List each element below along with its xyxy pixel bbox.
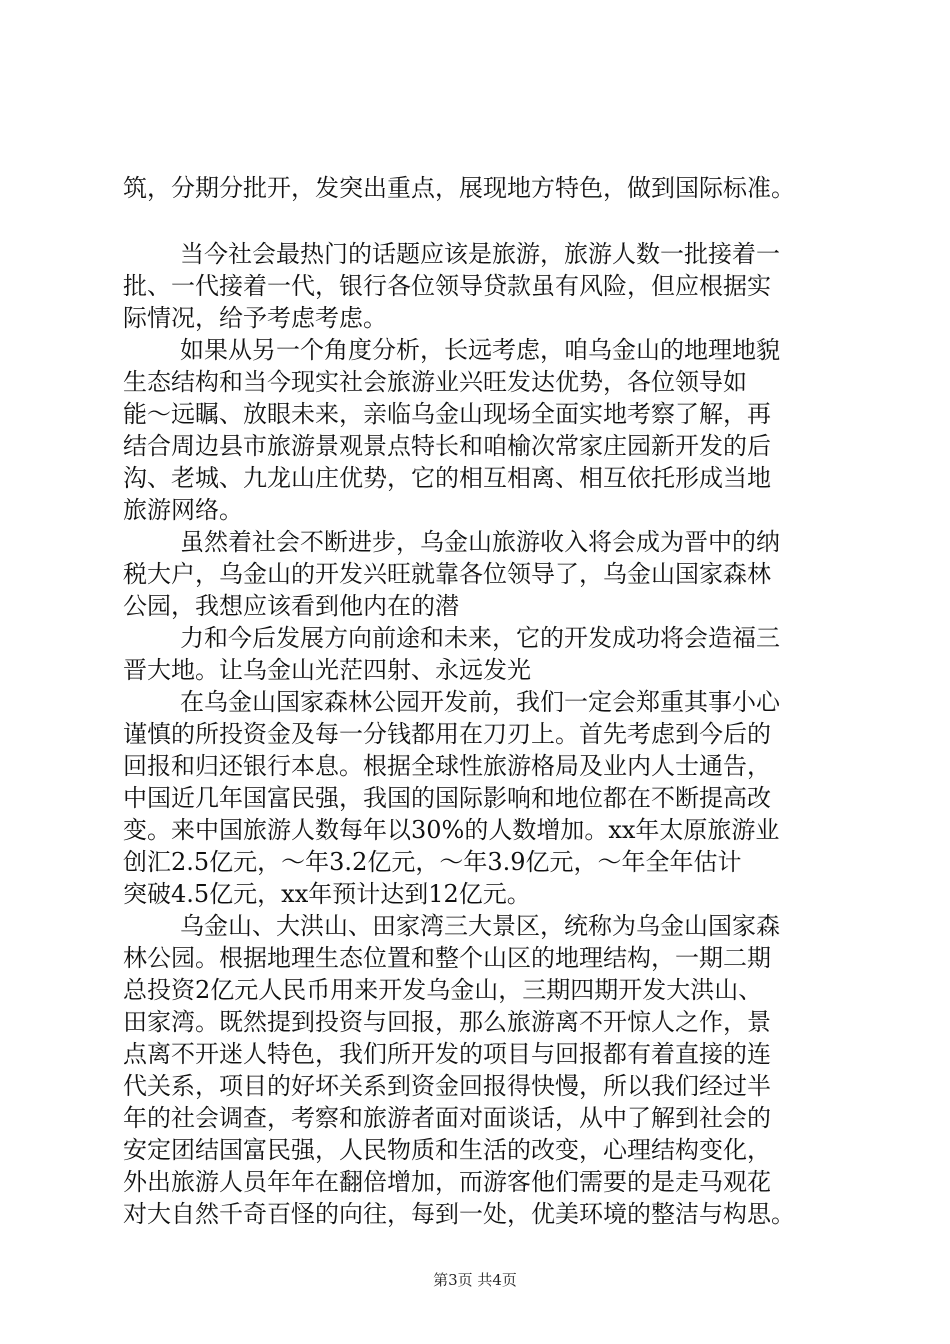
- text-line: 力和今后发展方向前途和未来，它的开发成功将会造福三: [180, 624, 780, 652]
- page-number-label: 第3页 共4页: [433, 1271, 517, 1289]
- text-line: 如果从另一个角度分析，长远考虑，咱乌金山的地理地貌: [180, 336, 780, 364]
- text-line: 田家湾。既然提到投资与回报，那么旅游离不开惊人之作，景: [123, 1008, 771, 1036]
- text-line: 旅游网络。: [123, 496, 243, 524]
- text-line: 沟、老城、九龙山庄优势，它的相互相离、相互依托形成当地: [123, 464, 771, 492]
- text-line: 创汇2.5亿元，～年3.2亿元，～年3.9亿元，～年全年估计: [123, 848, 742, 876]
- text-line: 林公园。根据地理生态位置和整个山区的地理结构，一期二期: [123, 944, 771, 972]
- text-line: 晋大地。让乌金山光茫四射、永远发光: [123, 656, 531, 684]
- text-line: 结合周边县市旅游景观景点特长和咱榆次常家庄园新开发的后: [123, 432, 771, 460]
- text-line: 际情况，给予考虑考虑。: [123, 304, 387, 332]
- text-line: 对大自然千奇百怪的向往，每到一处，优美环境的整洁与构思。: [123, 1200, 795, 1228]
- text-line: 回报和归还银行本息。根据全球性旅游格局及业内人士通告，: [123, 752, 771, 780]
- text-line: 代关系，项目的好坏关系到资金回报得快慢，所以我们经过半: [123, 1072, 771, 1100]
- text-line: 谨慎的所投资金及每一分钱都用在刀刃上。首先考虑到今后的: [123, 720, 771, 748]
- text-line: 在乌金山国家森林公园开发前，我们一定会郑重其事小心: [180, 688, 780, 716]
- text-line: 筑，分期分批开，发突出重点，展现地方特色，做到国际标准。: [123, 174, 795, 202]
- text-line: 点离不开迷人特色，我们所开发的项目与回报都有着直接的连: [123, 1040, 771, 1068]
- text-line: 年的社会调查，考察和旅游者面对面谈话，从中了解到社会的: [123, 1104, 771, 1132]
- text-line: 虽然着社会不断进步，乌金山旅游收入将会成为晋中的纳: [180, 528, 780, 556]
- text-line: 批、一代接着一代，银行各位领导贷款虽有风险，但应根据实: [123, 272, 771, 300]
- text-line: 突破4.5亿元，xx年预计达到12亿元。: [123, 880, 531, 908]
- text-line: 中国近几年国富民强，我国的国际影响和地位都在不断提高改: [123, 784, 771, 812]
- text-line: 公园，我想应该看到他内在的潜: [123, 592, 459, 620]
- text-line: 能～远瞩、放眼未来，亲临乌金山现场全面实地考察了解，再: [123, 400, 771, 428]
- text-line: 生态结构和当今现实社会旅游业兴旺发达优势，各位领导如: [123, 368, 747, 396]
- text-line: 当今社会最热门的话题应该是旅游，旅游人数一批接着一: [180, 240, 780, 268]
- text-line: 变。来中国旅游人数每年以30%的人数增加。xx年太原旅游业: [123, 816, 780, 844]
- text-line: 乌金山、大洪山、田家湾三大景区，统称为乌金山国家森: [180, 912, 780, 940]
- text-line: 安定团结国富民强，人民物质和生活的改变，心理结构变化，: [123, 1136, 771, 1164]
- text-line: 总投资2亿元人民币用来开发乌金山，三期四期开发大洪山、: [123, 976, 763, 1004]
- text-line: 外出旅游人员年年在翻倍增加，而游客他们需要的是走马观花: [123, 1168, 771, 1196]
- page-footer: [0, 1270, 950, 1290]
- text-line: 税大户，乌金山的开发兴旺就靠各位领导了，乌金山国家森林: [123, 560, 771, 588]
